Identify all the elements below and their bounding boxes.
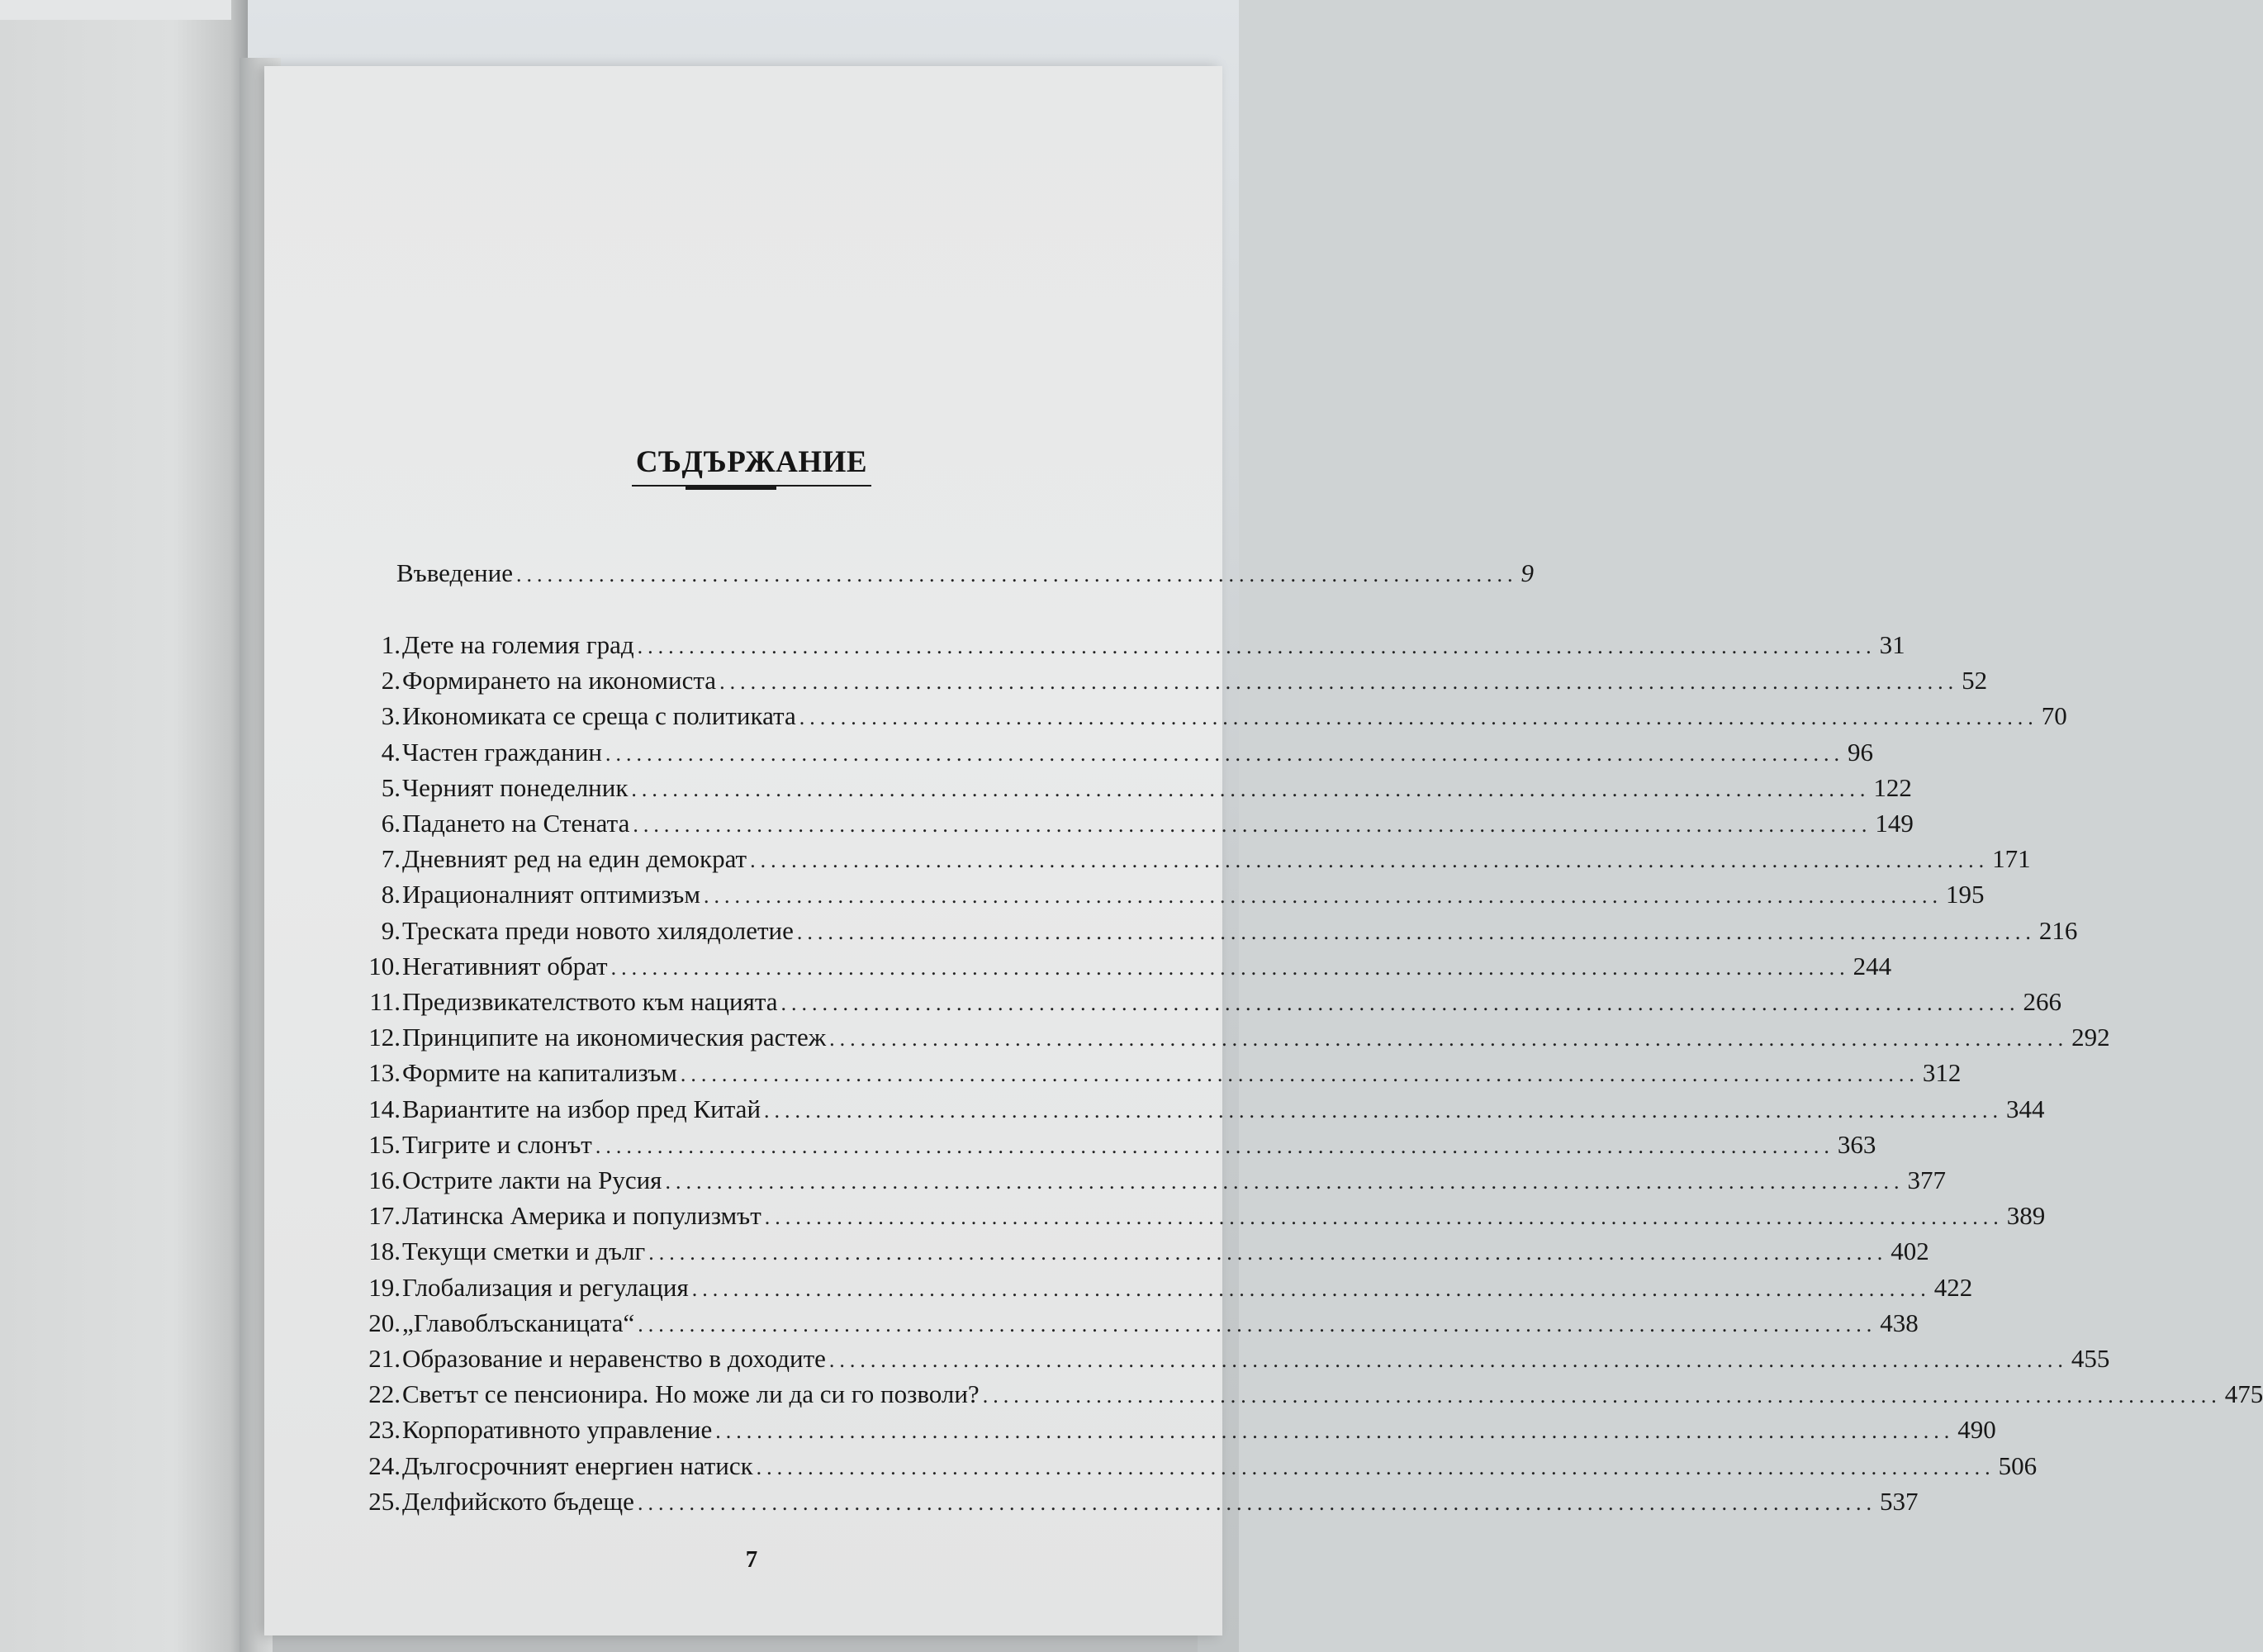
toc-entry-number: 3.: [381, 701, 401, 731]
toc-entry-number: 20.: [368, 1308, 401, 1337]
toc-entry-chapter: [353, 1486, 1919, 1517]
toc-entry-chapter: [353, 809, 1914, 838]
toc-leader-dots: ........................................................................................................................: [750, 848, 1990, 873]
toc-entry-number: 10.: [368, 951, 401, 980]
contents-heading: СЪДЪРЖАНИЕ: [635, 445, 868, 479]
toc-leader-dots: ........................................................................................................................: [799, 705, 2038, 730]
toc-entry-number: 1.: [381, 630, 401, 659]
toc-entry-page: 363: [1837, 1129, 1876, 1159]
toc-entry-chapter: [353, 1201, 2046, 1231]
toc-entry-chapter: [353, 666, 1988, 695]
toc-leader-dots: ........................................................................................................................: [715, 1419, 1955, 1444]
toc-leader-dots: ........................................................................................................................: [610, 955, 1850, 980]
toc-leader-dots: .................................................................................................: [515, 563, 1518, 586]
toc-entry-chapter: [353, 630, 1905, 660]
toc-entry-chapter: [353, 1165, 1946, 1195]
toc-entry-title: Делфийското бъдеще: [402, 1486, 634, 1516]
toc-entry-page: 31: [1879, 630, 1905, 659]
toc-entry-chapter: [353, 1272, 1973, 1303]
toc-entry-page: 244: [1853, 951, 1892, 980]
toc-entry-chapter: [353, 1094, 2045, 1124]
toc-leader-dots: ........................................................................................................................: [756, 1455, 1995, 1479]
toc-entry-title: Светът се пенсионира. Но може ли да си го позволи?: [402, 1379, 980, 1409]
toc-entry-title: Ирационалният оптимизъм: [402, 880, 700, 909]
toc-entry-page: 292: [2071, 1023, 2110, 1052]
toc-entry-chapter: [353, 915, 2078, 946]
toc-entry-chapter: [353, 1308, 1919, 1338]
toc-entry-number: 19.: [368, 1272, 401, 1302]
toc-entry-page: 70: [2041, 701, 2067, 731]
toc-entry-title: Глобализация и регулация: [402, 1272, 689, 1302]
toc-leader-dots: ........................................................................................................................: [595, 1133, 1834, 1158]
toc-entry-title: Образование и неравенство в доходите: [402, 1344, 826, 1373]
toc-entry-title: Въведение: [396, 558, 513, 587]
toc-entry-chapter: [353, 1237, 1929, 1266]
toc-entry-page: 377: [1907, 1165, 1946, 1194]
page-number: 7: [745, 1546, 758, 1573]
toc-entry-number: 2.: [381, 666, 401, 695]
toc-entry-page: 506: [1998, 1450, 2038, 1480]
toc-entry-number: 21.: [368, 1344, 401, 1373]
toc-entry-title: Предизвикателството към нацията: [402, 987, 778, 1016]
toc-leader-dots: ........................................................................................................................: [648, 1241, 1888, 1265]
toc-entry-number: 18.: [368, 1237, 401, 1266]
toc-entry-chapter: [353, 1129, 1876, 1160]
toc-leader-dots: ........................................................................................................................: [665, 1170, 1905, 1194]
toc-entry-title: Текущи сметки и дълг: [402, 1237, 646, 1266]
toc-entry-title: Тигрите и слонът: [402, 1129, 592, 1159]
toc-entry-chapter: [353, 701, 2067, 731]
toc-entry-page: 537: [1879, 1486, 1919, 1516]
toc-entry-number: 5.: [381, 772, 401, 802]
toc-entry-title: Икономиката се среща с политиката: [402, 701, 796, 731]
toc-entry-chapter: [353, 1023, 2110, 1052]
left-page-top-edge: [0, 0, 231, 20]
toc-leader-dots: ........................................................................................................................: [719, 670, 1959, 695]
toc-entry-title: Острите лакти на Русия: [402, 1165, 662, 1194]
toc-entry-chapter: [353, 987, 2062, 1017]
toc-leader-dots: ........................................................................................................................: [780, 991, 2020, 1015]
toc-entry-number: 15.: [368, 1129, 401, 1159]
toc-entry-number: 7.: [381, 844, 401, 874]
toc-entry-page: 216: [2038, 915, 2078, 945]
toc-entry-number: 9.: [381, 915, 401, 945]
toc-leader-dots: ........................................................................................................................: [638, 1312, 1877, 1336]
toc-leader-dots: ........................................................................................................................: [633, 813, 1872, 837]
toc-entry-chapter: [353, 1344, 2110, 1374]
toc-entry-title: Латинска Америка и популизмът: [402, 1201, 761, 1231]
toc-entry-page: 9: [1521, 558, 1534, 587]
left-page: [0, 0, 248, 1652]
toc-entry-chapter: [353, 772, 1912, 803]
toc-entry-chapter: [353, 1379, 2263, 1409]
toc-entry-title: Падането на Стената: [402, 809, 630, 838]
toc-entry-page: 455: [2071, 1344, 2110, 1373]
toc-entry-number: 24.: [368, 1450, 401, 1480]
toc-leader-dots: ........................................................................................................................: [764, 1098, 2004, 1123]
toc-entry-number: 13.: [368, 1058, 401, 1088]
toc-entry-page: 149: [1875, 809, 1914, 838]
toc-entry-page: 52: [1962, 666, 1988, 695]
toc-entry-number: 16.: [368, 1165, 401, 1194]
toc-entry-title: Принципите на икономическия растеж: [402, 1023, 827, 1052]
toc-entry-page: 402: [1891, 1237, 1929, 1266]
toc-entry-chapter: [353, 1058, 1962, 1088]
toc-leader-dots: ........................................................................................................................: [680, 1062, 1919, 1087]
toc-leader-dots: ........................................................................................................................: [605, 741, 1845, 766]
toc-entry-page: 312: [1922, 1058, 1962, 1088]
toc-entry-number: 14.: [368, 1094, 401, 1123]
toc-entry-page: 344: [2006, 1094, 2045, 1123]
toc-leader-dots: ........................................................................................................................: [637, 1490, 1876, 1515]
toc-entry-number: 6.: [381, 809, 401, 838]
toc-entry-title: Частен гражданин: [402, 737, 603, 767]
toc-leader-dots: ........................................................................................................................: [703, 884, 1943, 909]
toc-entry-page: 422: [1933, 1272, 1973, 1302]
toc-entry-chapter: [353, 737, 1874, 767]
toc-leader-dots: ........................................................................................................................: [637, 634, 1876, 658]
toc-leader-dots: ........................................................................................................................: [764, 1205, 2004, 1230]
toc-entry-page: 266: [2023, 987, 2062, 1016]
toc-leader-dots: ........................................................................................................................: [982, 1384, 2222, 1408]
toc-entry-page: 438: [1880, 1308, 1919, 1337]
toc-entry-title: Дневният ред на един демократ: [402, 844, 747, 874]
toc-entry-title: Формирането на икономиста: [402, 666, 717, 695]
toc-leader-dots: ........................................................................................................................: [829, 1027, 2069, 1051]
toc-entry-chapter: [353, 880, 1985, 909]
toc-entry-number: 17.: [368, 1201, 401, 1231]
toc-entry-number: 22.: [368, 1379, 401, 1409]
toc-leader-dots: ........................................................................................................................: [828, 1348, 2068, 1372]
toc-entry-title: Корпоративното управление: [402, 1415, 713, 1445]
toc-leader-dots: ........................................................................................................................: [691, 1276, 1931, 1301]
toc-entry-chapter: [353, 1450, 2038, 1481]
toc-entry-title: Вариантите на избор пред Китай: [402, 1094, 761, 1123]
toc-entry-number: 23.: [368, 1415, 401, 1445]
toc-leader-dots: ........................................................................................................................: [631, 776, 1871, 801]
toc-entry-title: Негативният обрат: [402, 951, 608, 980]
toc-entry-page: 490: [1957, 1415, 1996, 1445]
toc-entry-page: 122: [1873, 772, 1912, 802]
toc-entry-chapter: [353, 951, 1892, 981]
toc-entry-page: 171: [1992, 844, 2031, 874]
toc-entry-number: 25.: [368, 1486, 401, 1516]
toc-entry-title: Черният понеделник: [402, 772, 629, 802]
toc-entry-title: Дългосрочният енергиен натиск: [402, 1450, 753, 1480]
toc-entry-title: „Главоблъсканицата“: [402, 1308, 635, 1337]
toc-entry-page: 195: [1945, 880, 1985, 909]
toc-entry-title: Дете на големия град: [402, 630, 634, 659]
toc-entry-number: 12.: [368, 1023, 401, 1052]
toc-entry-introduction: [395, 558, 1534, 588]
toc-entry-number: 4.: [381, 737, 401, 767]
toc-entry-page: 389: [2006, 1201, 2046, 1231]
toc-entry-number: 8.: [381, 880, 401, 909]
toc-entry-chapter: [353, 1415, 1996, 1445]
heading-underline-accent: [686, 485, 776, 490]
toc-entry-title: Треската преди новото хилядолетие: [402, 915, 794, 945]
toc-leader-dots: ........................................................................................................................: [796, 919, 2036, 944]
toc-entry-title: Формите на капитализъм: [402, 1058, 677, 1088]
toc-entry-page: 475: [2224, 1379, 2263, 1409]
toc-entry-number: 11.: [369, 987, 401, 1016]
toc-entry-page: 96: [1848, 737, 1874, 767]
toc-entry-chapter: [353, 844, 2031, 874]
